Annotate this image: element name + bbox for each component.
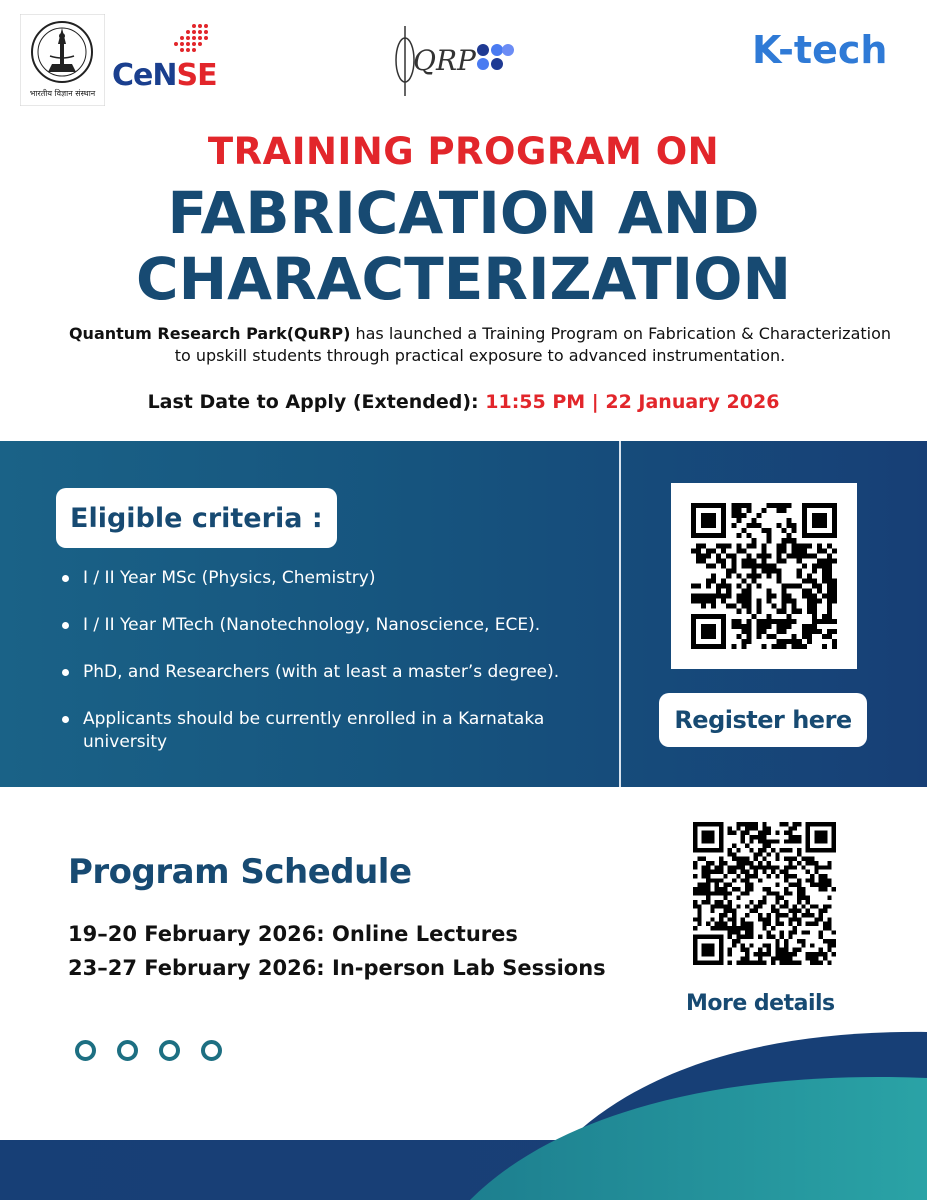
ktech-logo: K-tech	[752, 28, 888, 72]
more-details-link[interactable]: More details	[686, 991, 835, 1016]
register-qr-code[interactable]	[671, 483, 857, 669]
eligibility-item: PhD, and Researchers (with at least a master’s degree).	[62, 661, 592, 684]
eligibility-item: I / II Year MTech (Nanotechnology, Nanoscience, ECE).	[62, 614, 592, 637]
deadline-label: Last Date to Apply (Extended):	[147, 391, 486, 413]
schedule-line-online: 19–20 February 2026: Online Lectures	[68, 922, 518, 946]
iisc-logo	[20, 14, 105, 106]
band-divider	[619, 441, 621, 787]
application-deadline	[0, 391, 927, 413]
program-title-line2: CHARACTERIZATION	[136, 245, 791, 313]
schedule-line-inperson: 23–27 February 2026: In-person Lab Sessions	[68, 956, 606, 980]
eligibility-item: I / II Year MSc (Physics, Chemistry)	[62, 567, 592, 590]
deadline-value: 11:55 PM | 22 January 2026	[485, 391, 780, 413]
eligibility-heading: Eligible criteria :	[56, 488, 337, 548]
cense-wordmark: CeNSE	[112, 58, 217, 93]
register-button[interactable]: Register here	[659, 693, 867, 747]
qurp-wordmark: QRP	[413, 44, 476, 77]
intro-org-name: Quantum Research Park(QuRP)	[68, 324, 351, 343]
program-intro	[60, 323, 900, 367]
eligibility-item: Applicants should be currently enrolled in a Karnataka university	[62, 708, 592, 754]
eligibility-list	[62, 567, 592, 778]
cense-logo	[112, 22, 224, 92]
cense-dots-icon	[152, 22, 212, 58]
intro-text: has launched a Training Program on Fabrication & Characterization to upskill students through practical exposure to advanced instrumentation.	[174, 324, 892, 365]
program-title-line1: FABRICATION AND	[167, 179, 760, 247]
details-qr-code[interactable]	[693, 822, 836, 965]
schedule-heading: Program Schedule	[68, 852, 412, 892]
eligibility-band	[0, 441, 927, 787]
bottom-wave-decoration	[0, 1030, 927, 1200]
iisc-logo-caption: भारतीय विज्ञान संस्थान	[29, 89, 96, 98]
program-title	[0, 180, 927, 312]
qurp-logo	[385, 20, 525, 100]
qr-code-icon	[693, 822, 836, 965]
qr-code-icon	[691, 503, 837, 649]
program-kicker: TRAINING PROGRAM ON	[207, 130, 720, 173]
